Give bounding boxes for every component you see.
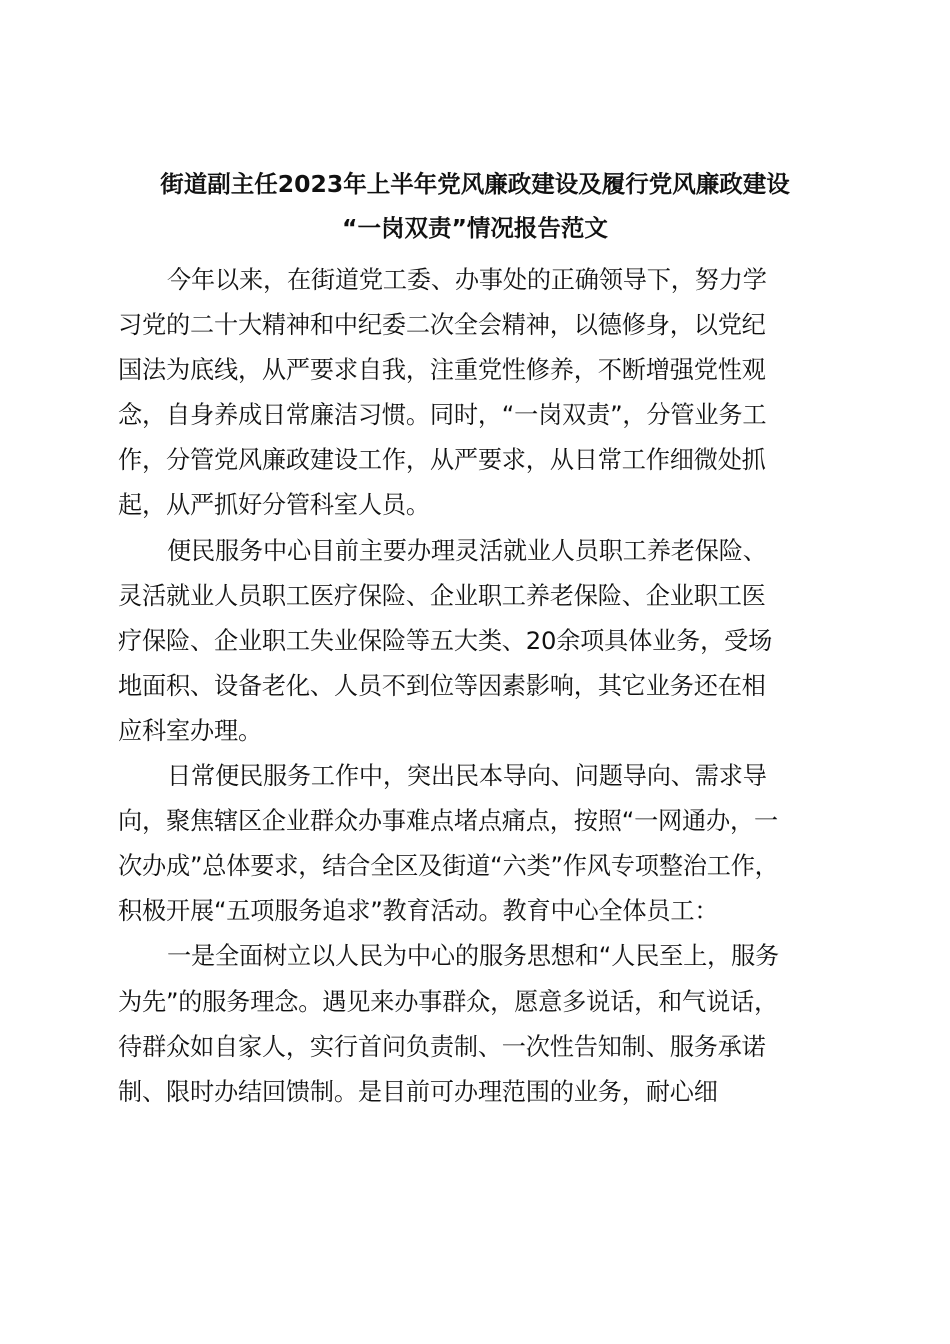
paragraph-line: 应科室办理。 xyxy=(118,716,262,745)
paragraph-line: 疗保险、企业职工失业保险等五大类、20余项具体业务，受场 xyxy=(118,626,773,655)
paragraph-line: 灵活就业人员职工医疗保险、企业职工养老保险、企业职工医 xyxy=(118,581,766,610)
paragraph-2 xyxy=(118,529,834,754)
paragraph-line: 一是全面树立以人民为中心的服务思想和“人民至上，服务 xyxy=(167,942,780,971)
paragraph-line: 习党的二十大精神和中纪委二次全会精神，以德修身，以党纪 xyxy=(118,311,766,340)
paragraph-line: 向，聚焦辖区企业群众办事难点堵点痛点，按照“一网通办，一 xyxy=(118,807,778,836)
paragraph-line: 地面积、设备老化、人员不到位等因素影响，其它业务还在相 xyxy=(118,671,766,700)
paragraph-line: 待群众如自家人，实行首问负责制、一次性告知制、服务承诺 xyxy=(118,1032,766,1061)
paragraph-3 xyxy=(118,754,834,934)
paragraph-line: 为先”的服务理念。遇见来办事群众，愿意多说话，和气说话， xyxy=(118,987,778,1016)
paragraph-line: 念，自身养成日常廉洁习惯。同时，“一岗双责”，分管业务工 xyxy=(118,401,767,430)
paragraph-line: 起，从严抓好分管科室人员。 xyxy=(118,491,430,520)
document-title-line-1: 街道副主任2023年上半年党风廉政建设及履行党风廉政建设 xyxy=(160,170,790,198)
paragraph-line: 作，分管党风廉政建设工作，从严要求，从日常工作细微处抓 xyxy=(118,446,766,475)
paragraph-line: 便民服务中心目前主要办理灵活就业人员职工养老保险、 xyxy=(167,536,767,565)
paragraph-line: 积极开展“五项服务追求”教育活动。教育中心全体员工： xyxy=(118,897,719,926)
paragraph-line: 今年以来，在街道党工委、办事处的正确领导下，努力学 xyxy=(167,266,767,294)
paragraph-line: 制、限时办结回馈制。是目前可办理范围的业务，耐心细 xyxy=(118,1077,718,1106)
paragraph-line: 国法为底线，从严要求自我，注重党性修养，不断增强党性观 xyxy=(118,356,766,385)
document-title-line-2: “一岗双责”情况报告范文 xyxy=(342,214,608,242)
paragraph-line: 次办成”总体要求，结合全区及街道“六类”作风专项整治工作， xyxy=(118,852,779,881)
paragraph-1 xyxy=(118,258,834,529)
document-body xyxy=(118,258,834,1115)
paragraph-line: 日常便民服务工作中，突出民本导向、问题导向、需求导 xyxy=(167,762,767,791)
paragraph-4 xyxy=(118,934,834,1114)
